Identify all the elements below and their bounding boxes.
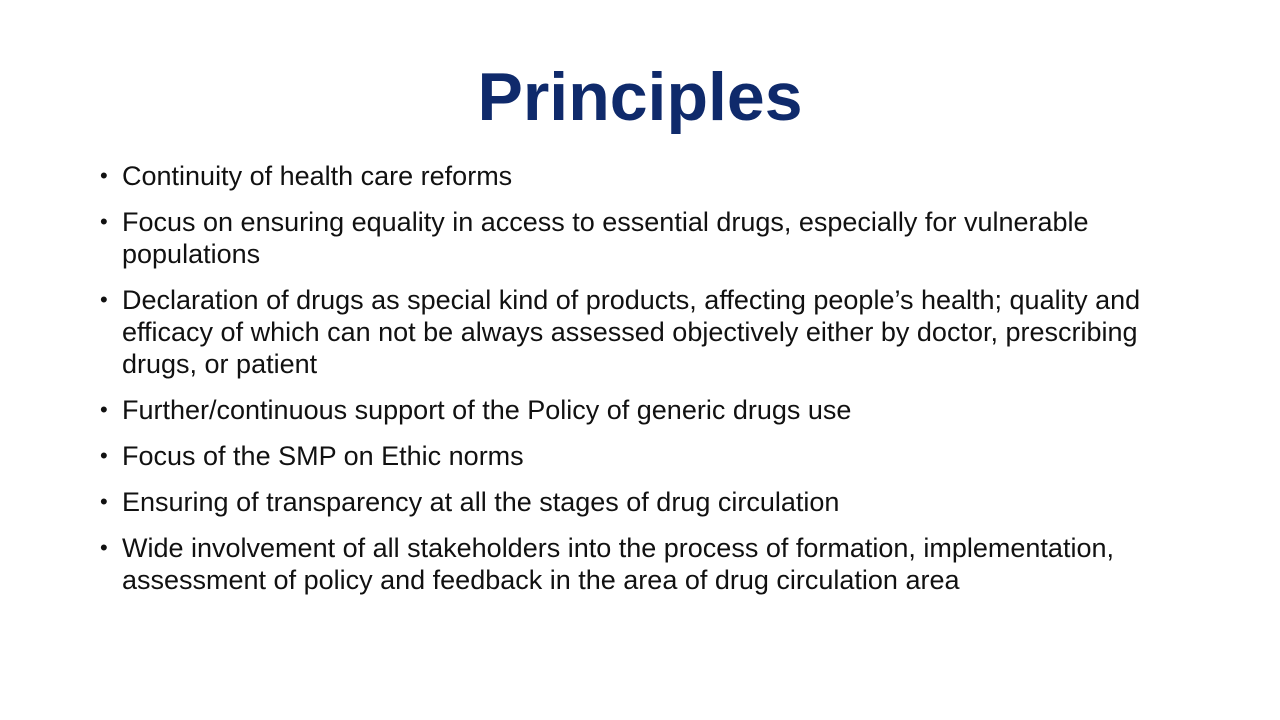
- bullet-text: Continuity of health care reforms: [122, 161, 513, 191]
- bullet-text: Wide involvement of all stakeholders into the process of formation, implementation, assessment of policy and feedback in the area of drug circulation area: [122, 533, 1114, 595]
- bullet-text: Declaration of drugs as special kind of products, affecting people’s health; quality and efficacy of which can not be always assessed objectively either by doctor, prescribing drugs, or patient: [122, 285, 1141, 379]
- bullet-list: [100, 160, 1180, 610]
- slide-title: Principles: [477, 59, 803, 135]
- bullet-icon: •: [100, 489, 108, 514]
- bullet-text: Further/continuous support of the Policy of generic drugs use: [122, 395, 852, 425]
- bullet-icon: •: [100, 397, 108, 422]
- bullet-item: [100, 394, 1180, 426]
- bullet-item: [100, 486, 1180, 518]
- bullet-text: Ensuring of transparency at all the stages of drug circulation: [122, 487, 840, 517]
- bullet-text: Focus of the SMP on Ethic norms: [122, 441, 524, 471]
- bullet-text: Focus on ensuring equality in access to essential drugs, especially for vulnerable populations: [122, 207, 1089, 269]
- bullet-item: [100, 160, 1180, 192]
- bullet-icon: •: [100, 163, 108, 188]
- bullet-item: [100, 206, 1180, 270]
- bullet-item: [100, 532, 1180, 596]
- bullet-icon: •: [100, 443, 108, 468]
- bullet-item: [100, 284, 1180, 380]
- bullet-icon: •: [100, 287, 108, 312]
- bullet-item: [100, 440, 1180, 472]
- bullet-icon: •: [100, 209, 108, 234]
- bullet-icon: •: [100, 535, 108, 560]
